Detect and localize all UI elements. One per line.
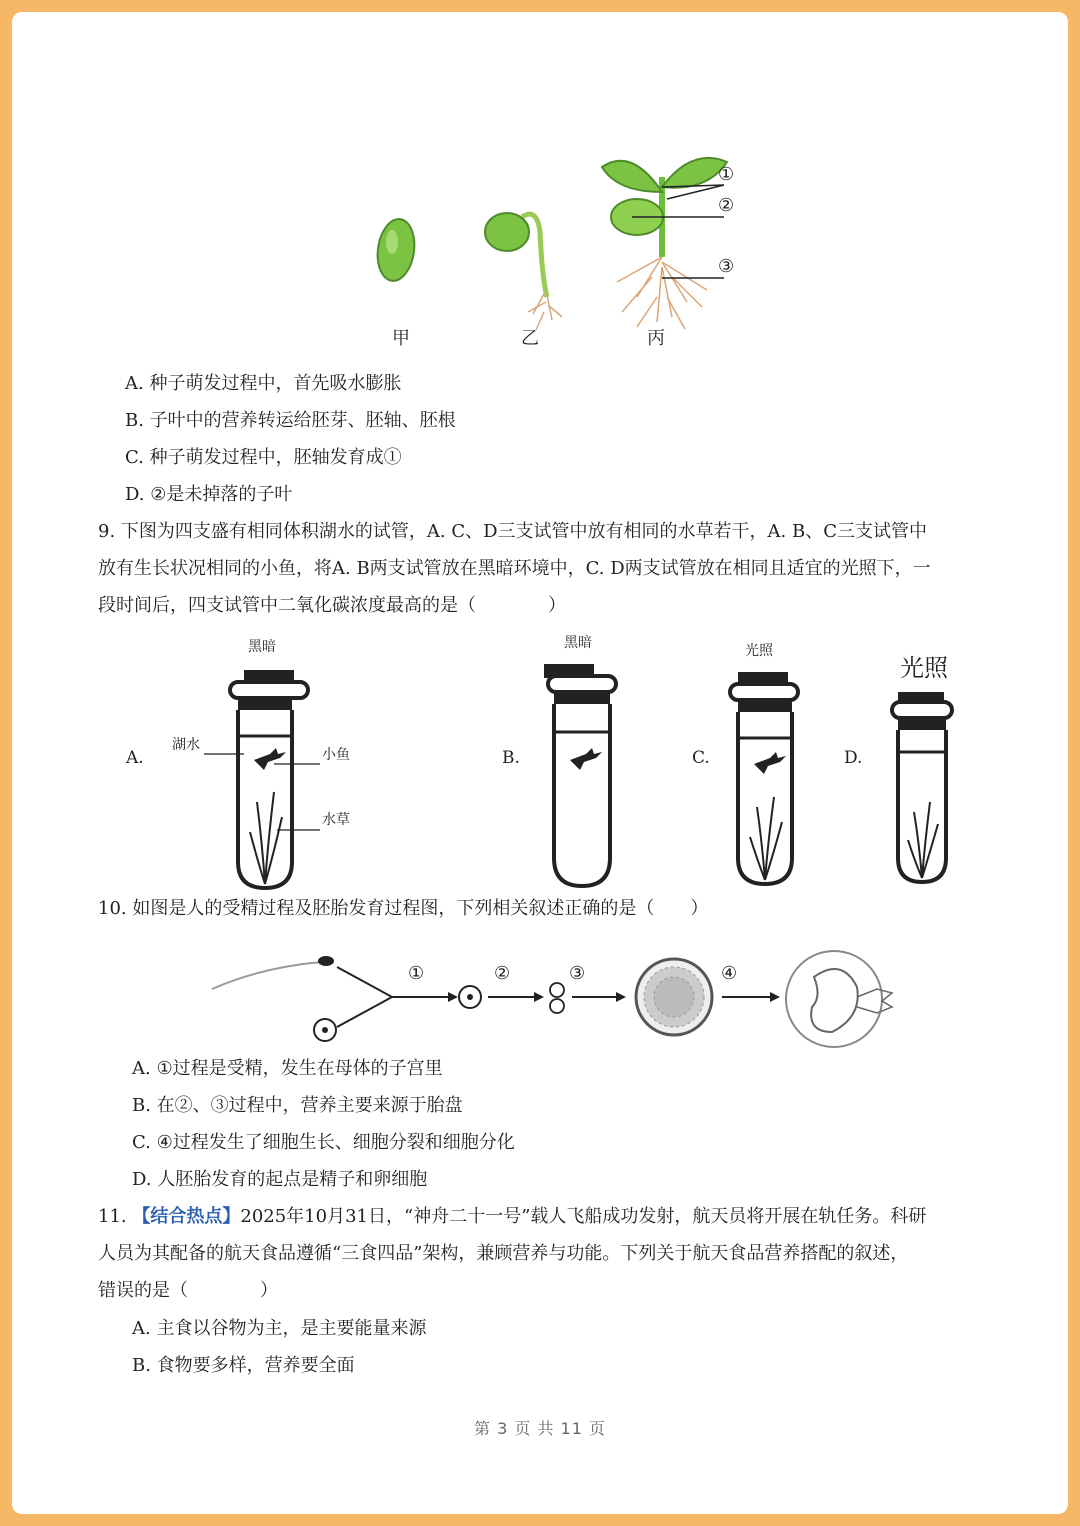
- q11-line1-text: 2025年10月31日，“神舟二十一号”载人飞船成功发射，航天员将开展在轨任务。科研: [240, 1206, 927, 1227]
- process-step-4: ④: [721, 963, 738, 984]
- q9-stem-line-2: 放有生长状况相同的小鱼，将A. B两支试管放在黑暗环境中，C. D两支试管放在相同且适宜的光照下，一: [98, 558, 931, 579]
- q10-option-b: B. 在②、③过程中，营养主要来源于胎盘: [132, 1095, 463, 1116]
- tube-a-fish-label: 小鱼: [322, 747, 350, 763]
- tube-b-condition: 黑暗: [564, 635, 592, 651]
- q11-stem-line-1: [98, 1205, 926, 1229]
- q8-option-a: A. 种子萌发过程中，首先吸水膨胀: [125, 373, 402, 394]
- tube-a-water-label: 湖水: [172, 737, 200, 753]
- tube-a: [204, 670, 320, 888]
- page-footer: 第 3 页 共 11 页: [474, 1419, 606, 1438]
- process-step-2: ②: [494, 963, 511, 984]
- q9-stem-line-3: 段时间后，四支试管中二氧化碳浓度最高的是（ ）: [98, 595, 566, 616]
- tube-d-letter: D.: [844, 748, 863, 768]
- q10-option-d: D. 人胚胎发育的起点是精子和卵细胞: [132, 1169, 428, 1190]
- tube-b: [544, 664, 616, 886]
- q10-stem: 10. 如图是人的受精过程及胚胎发育过程图，下列相关叙述正确的是（ ）: [98, 898, 709, 919]
- stage-label-yi: 乙: [521, 328, 539, 349]
- pointer-label-2: ②: [718, 195, 735, 216]
- q11-number: 11.: [98, 1206, 127, 1227]
- process-step-3: ③: [569, 963, 586, 984]
- exam-page: [12, 12, 1068, 1514]
- tube-b-letter: B.: [502, 748, 520, 768]
- q8-option-c: C. 种子萌发过程中，胚轴发育成①: [125, 447, 402, 468]
- tube-c: [730, 672, 798, 884]
- tube-c-condition: 光照: [745, 643, 773, 659]
- pointer-label-3: ③: [718, 256, 735, 277]
- process-step-1: ①: [408, 963, 425, 984]
- q8-option-d: D. ②是未掉落的子叶: [125, 484, 293, 505]
- stage-label-jia: 甲: [392, 328, 410, 349]
- tube-c-letter: C.: [692, 748, 710, 768]
- q11-option-b: B. 食物要多样，营养要全面: [132, 1355, 355, 1376]
- q10-option-c: C. ④过程发生了细胞生长、细胞分裂和细胞分化: [132, 1132, 515, 1153]
- stage-label-bing: 丙: [647, 328, 665, 349]
- q9-stem-line-1: 9. 下图为四支盛有相同体积湖水的试管，A. C、D三支试管中放有相同的水草若干，A. B、C三支试管中: [98, 521, 927, 542]
- tube-d-condition: 光照: [900, 654, 948, 682]
- tube-a-condition: 黑暗: [248, 639, 276, 655]
- q8-option-b: B. 子叶中的营养转运给胚芽、胚轴、胚根: [125, 410, 456, 431]
- hot-topic-tag: 【结合热点】: [132, 1206, 241, 1227]
- tube-d: [892, 692, 952, 882]
- tube-a-letter: A.: [126, 748, 144, 768]
- fertilization-process-figure: [202, 937, 902, 1057]
- q11-option-a: A. 主食以谷物为主，是主要能量来源: [132, 1318, 427, 1339]
- q10-option-a: A. ①过程是受精，发生在母体的子宫里: [132, 1058, 443, 1079]
- q11-stem-line-3: 错误的是（ ）: [98, 1280, 278, 1301]
- pointer-label-1: ①: [718, 164, 735, 185]
- test-tubes-figure: [12, 652, 1068, 892]
- q11-stem-line-2: 人员为其配备的航天食品遵循“三食四品”架构，兼顾营养与功能。下列关于航天食品营养搭配的叙述，: [98, 1243, 909, 1264]
- tube-a-weed-label: 水草: [322, 812, 350, 828]
